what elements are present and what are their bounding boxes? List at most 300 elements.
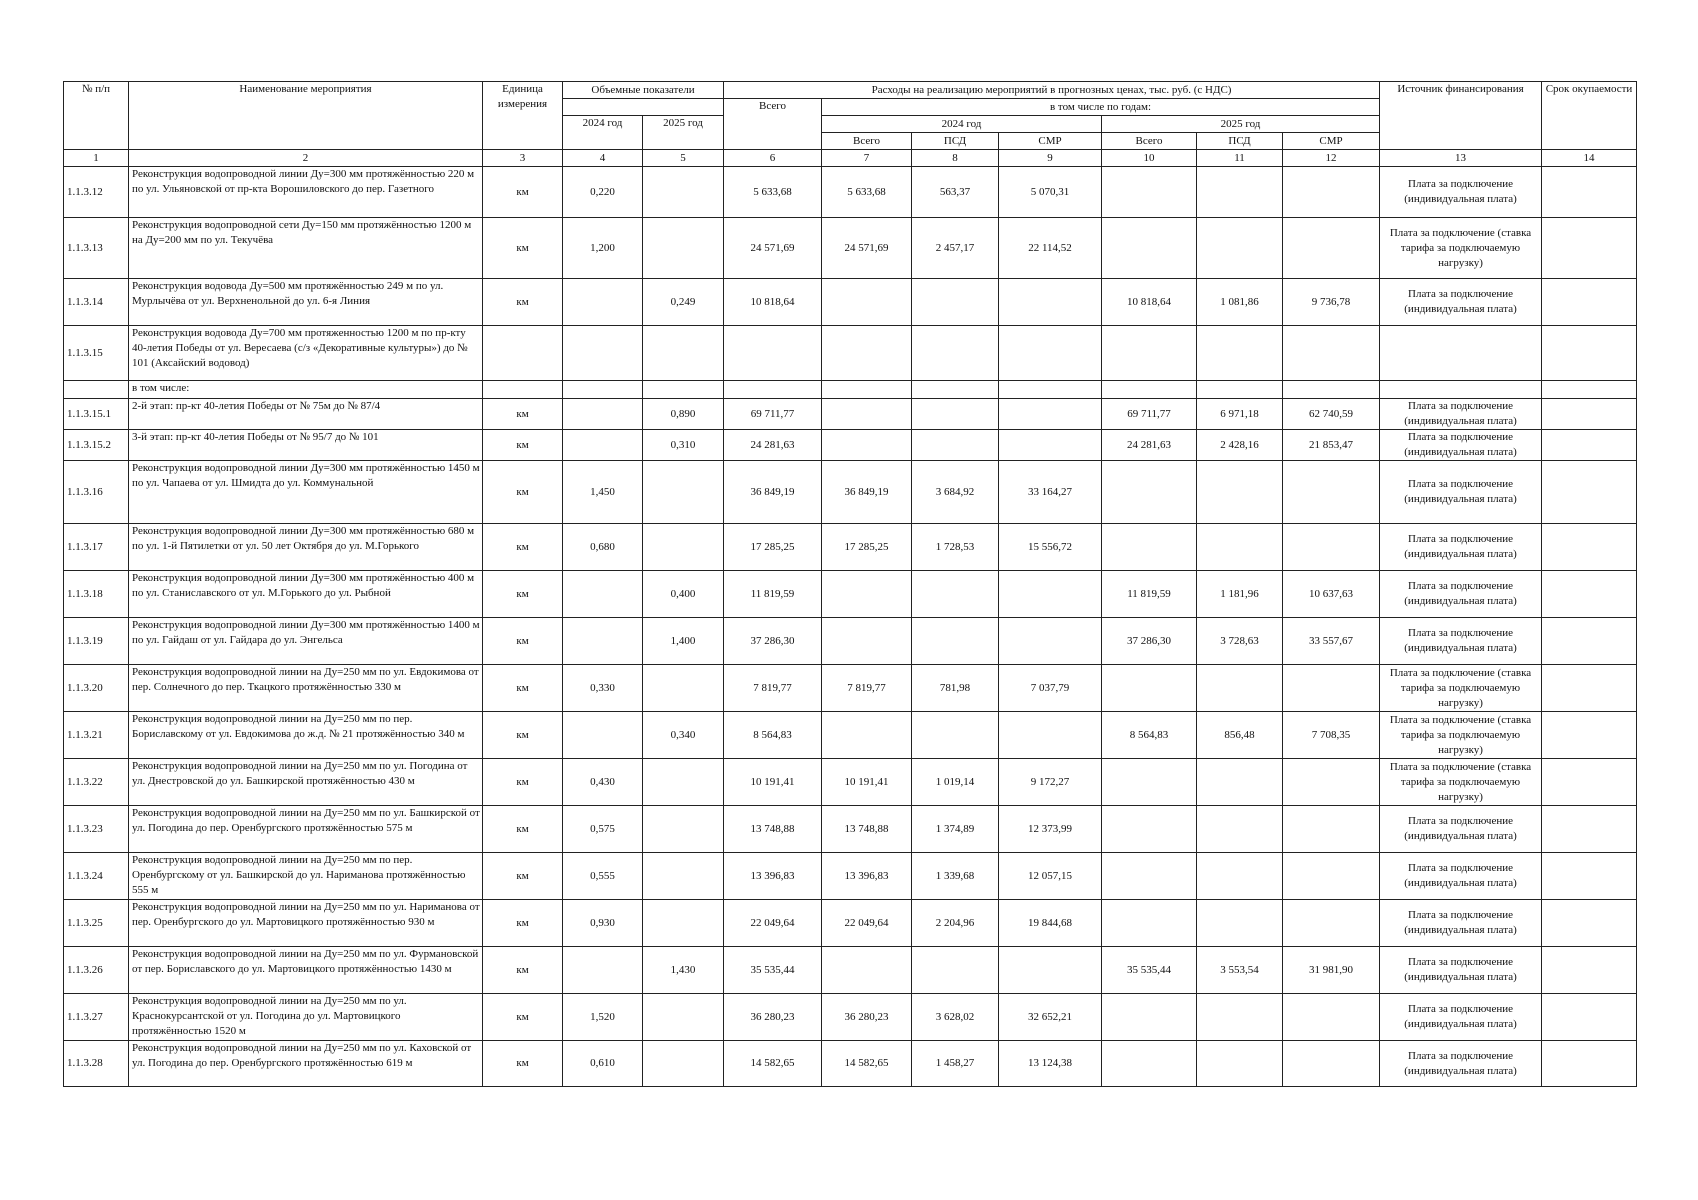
row-number: 1.1.3.18: [64, 571, 129, 618]
cost-2024-psd: [912, 712, 999, 759]
header-smr-2024: СМР: [999, 133, 1102, 150]
cost-2025-total: [1102, 381, 1197, 399]
cost-2024-smr: 12 057,15: [999, 853, 1102, 900]
column-number: 11: [1197, 150, 1283, 167]
cost-total: 35 535,44: [724, 947, 822, 994]
volume-2024: 0,680: [563, 524, 643, 571]
table-row: [64, 618, 1637, 665]
cost-2024-psd: [912, 618, 999, 665]
cost-2024-total: 10 191,41: [822, 759, 912, 806]
header-name: Наименование мероприятия: [129, 82, 483, 150]
cost-2025-psd: 856,48: [1197, 712, 1283, 759]
volume-2024: [563, 381, 643, 399]
row-number: 1.1.3.16: [64, 461, 129, 524]
measure-name: Реконструкция водопроводной линии на Ду=250 мм по ул. Погодина от ул. Днестровской до ул. Башкирской протяжённостью 430 м: [129, 759, 483, 806]
cost-2025-smr: 7 708,35: [1283, 712, 1380, 759]
cost-2025-total: 11 819,59: [1102, 571, 1197, 618]
row-number: 1.1.3.15.1: [64, 399, 129, 430]
payback-period: [1542, 806, 1637, 853]
column-number: 4: [563, 150, 643, 167]
cost-2024-smr: [999, 618, 1102, 665]
volume-2024: [563, 279, 643, 326]
cost-2024-smr: 5 070,31: [999, 167, 1102, 218]
column-number: 5: [643, 150, 724, 167]
cost-2025-total: [1102, 461, 1197, 524]
cost-2024-smr: 13 124,38: [999, 1041, 1102, 1087]
table-row: [64, 279, 1637, 326]
row-number: 1.1.3.26: [64, 947, 129, 994]
row-number: [64, 381, 129, 399]
cost-2024-total: 14 582,65: [822, 1041, 912, 1087]
cost-2024-psd: [912, 947, 999, 994]
payback-period: [1542, 430, 1637, 461]
cost-2024-total: [822, 381, 912, 399]
cost-2024-smr: [999, 947, 1102, 994]
measure-name: Реконструкция водопроводной линии Ду=300 мм протяжённостью 1450 м по ул. Чапаева от ул. Шмидта до ул. Коммунальной: [129, 461, 483, 524]
cost-2025-total: 24 281,63: [1102, 430, 1197, 461]
column-number: 12: [1283, 150, 1380, 167]
cost-2025-psd: 6 971,18: [1197, 399, 1283, 430]
cost-total: [724, 326, 822, 381]
row-number: 1.1.3.23: [64, 806, 129, 853]
measure-name: Реконструкция водовода Ду=500 мм протяжённостью 249 м по ул. Мурлычёва от ул. Верхненольной до ул. 6-я Линия: [129, 279, 483, 326]
volume-2025: 0,249: [643, 279, 724, 326]
volume-2024: [563, 947, 643, 994]
volume-2025: [643, 524, 724, 571]
cost-2025-total: [1102, 1041, 1197, 1087]
volume-2025: 0,310: [643, 430, 724, 461]
cost-2024-total: [822, 947, 912, 994]
cost-2024-total: [822, 279, 912, 326]
cost-2025-psd: 1 081,86: [1197, 279, 1283, 326]
column-number: 2: [129, 150, 483, 167]
cost-2025-total: [1102, 218, 1197, 279]
cost-2024-smr: 7 037,79: [999, 665, 1102, 712]
cost-2024-smr: 12 373,99: [999, 806, 1102, 853]
cost-2025-psd: [1197, 381, 1283, 399]
volume-2024: 0,610: [563, 1041, 643, 1087]
payback-period: [1542, 712, 1637, 759]
table-row: [64, 947, 1637, 994]
cost-2024-psd: [912, 381, 999, 399]
cost-2025-total: [1102, 665, 1197, 712]
cost-total: 22 049,64: [724, 900, 822, 947]
financing-source: Плата за подключение (индивидуальная плата): [1380, 994, 1542, 1041]
cost-2025-smr: [1283, 806, 1380, 853]
cost-2024-smr: 33 164,27: [999, 461, 1102, 524]
cost-2025-smr: 10 637,63: [1283, 571, 1380, 618]
cost-2025-psd: 1 181,96: [1197, 571, 1283, 618]
volume-2024: [563, 618, 643, 665]
payback-period: [1542, 218, 1637, 279]
volume-2024: 0,330: [563, 665, 643, 712]
cost-2024-psd: [912, 279, 999, 326]
payback-period: [1542, 279, 1637, 326]
table-row: [64, 759, 1637, 806]
payback-period: [1542, 900, 1637, 947]
measure-name: 2-й этап: пр-кт 40-летия Победы от № 75м до № 87/4: [129, 399, 483, 430]
financing-source: [1380, 381, 1542, 399]
volume-2025: 1,400: [643, 618, 724, 665]
cost-2024-smr: 15 556,72: [999, 524, 1102, 571]
cost-2024-smr: 19 844,68: [999, 900, 1102, 947]
measure-name: Реконструкция водопроводной линии на Ду=250 мм по ул. Краснокурсантской от ул. Погодина до ул. Мартовицкого протяжённостью 1520 м: [129, 994, 483, 1041]
cost-2025-psd: [1197, 853, 1283, 900]
header-smr-2025: СМР: [1283, 133, 1380, 150]
table-row: [64, 665, 1637, 712]
header-source: Источник финансирования: [1380, 82, 1542, 150]
column-number: 6: [724, 150, 822, 167]
cost-2025-psd: [1197, 167, 1283, 218]
cost-2025-psd: [1197, 665, 1283, 712]
financing-source: Плата за подключение (индивидуальная плата): [1380, 853, 1542, 900]
cost-2025-psd: [1197, 461, 1283, 524]
column-number: 1: [64, 150, 129, 167]
column-number: 13: [1380, 150, 1542, 167]
cost-2025-smr: [1283, 665, 1380, 712]
cost-2024-psd: [912, 430, 999, 461]
cost-2024-total: [822, 618, 912, 665]
row-number: 1.1.3.20: [64, 665, 129, 712]
table-body: [64, 82, 1637, 1087]
header-psd-2024: ПСД: [912, 133, 999, 150]
financing-source: Плата за подключение (ставка тарифа за подключаемую нагрузку): [1380, 712, 1542, 759]
measure-name: Реконструкция водопроводной сети Ду=150 мм протяжённостью 1200 м на Ду=200 мм по ул. Текучёва: [129, 218, 483, 279]
volume-2025: 0,400: [643, 571, 724, 618]
cost-2025-total: [1102, 759, 1197, 806]
measure-name: в том числе:: [129, 381, 483, 399]
financing-source: Плата за подключение (индивидуальная плата): [1380, 947, 1542, 994]
cost-total: [724, 381, 822, 399]
cost-2025-total: [1102, 524, 1197, 571]
cost-2024-psd: [912, 399, 999, 430]
table-row: [64, 326, 1637, 381]
volume-2024: [563, 399, 643, 430]
row-number: 1.1.3.17: [64, 524, 129, 571]
cost-total: 24 281,63: [724, 430, 822, 461]
cost-2024-psd: 1 458,27: [912, 1041, 999, 1087]
header-volume-spacer: [563, 99, 724, 116]
column-number: 14: [1542, 150, 1637, 167]
unit-cell: км: [483, 618, 563, 665]
financing-source: Плата за подключение (ставка тарифа за подключаемую нагрузку): [1380, 759, 1542, 806]
unit-cell: км: [483, 399, 563, 430]
header-by-years: в том числе по годам:: [822, 99, 1380, 116]
cost-2025-total: [1102, 167, 1197, 218]
unit-cell: км: [483, 994, 563, 1041]
cost-2024-psd: 2 204,96: [912, 900, 999, 947]
row-number: 1.1.3.22: [64, 759, 129, 806]
volume-2024: 0,555: [563, 853, 643, 900]
cost-2024-total: 7 819,77: [822, 665, 912, 712]
measure-name: 3-й этап: пр-кт 40-летия Победы от № 95/7 до № 101: [129, 430, 483, 461]
column-number: 9: [999, 150, 1102, 167]
financing-source: Плата за подключение (индивидуальная плата): [1380, 430, 1542, 461]
table-row: [64, 524, 1637, 571]
cost-2024-psd: 563,37: [912, 167, 999, 218]
cost-2024-psd: [912, 571, 999, 618]
cost-2025-total: 69 711,77: [1102, 399, 1197, 430]
financing-source: Плата за подключение (ставка тарифа за подключаемую нагрузку): [1380, 218, 1542, 279]
cost-2025-smr: 31 981,90: [1283, 947, 1380, 994]
column-number: 3: [483, 150, 563, 167]
cost-total: 5 633,68: [724, 167, 822, 218]
unit-cell: км: [483, 665, 563, 712]
cost-2024-total: 36 280,23: [822, 994, 912, 1041]
header-total-2025: Всего: [1102, 133, 1197, 150]
table-row: [64, 994, 1637, 1041]
volume-2025: [643, 806, 724, 853]
payback-period: [1542, 326, 1637, 381]
volume-2025: [643, 665, 724, 712]
cost-2024-smr: 22 114,52: [999, 218, 1102, 279]
cost-2024-total: 5 633,68: [822, 167, 912, 218]
payback-period: [1542, 399, 1637, 430]
cost-total: 10 191,41: [724, 759, 822, 806]
table-row: [64, 399, 1637, 430]
volume-2024: [563, 712, 643, 759]
financing-source: Плата за подключение (индивидуальная плата): [1380, 571, 1542, 618]
cost-total: 13 396,83: [724, 853, 822, 900]
column-number: 7: [822, 150, 912, 167]
cost-2024-psd: 1 374,89: [912, 806, 999, 853]
cost-2024-total: 17 285,25: [822, 524, 912, 571]
unit-cell: км: [483, 218, 563, 279]
column-number: 8: [912, 150, 999, 167]
cost-2025-smr: [1283, 900, 1380, 947]
cost-2024-psd: 781,98: [912, 665, 999, 712]
cost-2024-total: 13 396,83: [822, 853, 912, 900]
volume-2025: 0,890: [643, 399, 724, 430]
cost-2025-psd: [1197, 1041, 1283, 1087]
cost-2024-psd: 1 728,53: [912, 524, 999, 571]
cost-2025-psd: 3 553,54: [1197, 947, 1283, 994]
payback-period: [1542, 524, 1637, 571]
cost-2025-smr: [1283, 524, 1380, 571]
cost-2025-psd: [1197, 900, 1283, 947]
unit-cell: км: [483, 900, 563, 947]
payback-period: [1542, 665, 1637, 712]
cost-2025-smr: 33 557,67: [1283, 618, 1380, 665]
column-numbers-row: [64, 150, 1637, 167]
payback-period: [1542, 461, 1637, 524]
row-number: 1.1.3.13: [64, 218, 129, 279]
unit-cell: км: [483, 279, 563, 326]
financing-source: Плата за подключение (индивидуальная плата): [1380, 461, 1542, 524]
volume-2024: 1,520: [563, 994, 643, 1041]
financing-source: Плата за подключение (индивидуальная плата): [1380, 618, 1542, 665]
cost-2025-smr: [1283, 994, 1380, 1041]
cost-2024-psd: 1 339,68: [912, 853, 999, 900]
financing-source: Плата за подключение (индивидуальная плата): [1380, 167, 1542, 218]
unit-cell: км: [483, 759, 563, 806]
cost-2024-smr: [999, 381, 1102, 399]
unit-cell: [483, 381, 563, 399]
cost-2024-total: [822, 571, 912, 618]
measures-table: [63, 81, 1637, 1087]
cost-2024-smr: 32 652,21: [999, 994, 1102, 1041]
table-row: [64, 218, 1637, 279]
header-total-2024: Всего: [822, 133, 912, 150]
cost-2025-total: [1102, 900, 1197, 947]
cost-2025-smr: [1283, 853, 1380, 900]
unit-cell: км: [483, 1041, 563, 1087]
cost-total: 37 286,30: [724, 618, 822, 665]
unit-cell: км: [483, 712, 563, 759]
volume-2025: [643, 326, 724, 381]
cost-2024-total: [822, 399, 912, 430]
cost-total: 10 818,64: [724, 279, 822, 326]
cost-total: 14 582,65: [724, 1041, 822, 1087]
cost-2025-total: [1102, 853, 1197, 900]
volume-2025: [643, 461, 724, 524]
financing-source: Плата за подключение (индивидуальная плата): [1380, 279, 1542, 326]
volume-2025: 0,340: [643, 712, 724, 759]
payback-period: [1542, 618, 1637, 665]
measure-name: Реконструкция водопроводной линии на Ду=250 мм по ул. Башкирской от ул. Погодина до пер. Оренбургского протяжённостью 575 м: [129, 806, 483, 853]
payback-period: [1542, 759, 1637, 806]
row-number: 1.1.3.15.2: [64, 430, 129, 461]
cost-2025-smr: 21 853,47: [1283, 430, 1380, 461]
cost-2025-smr: [1283, 1041, 1380, 1087]
cost-2025-psd: [1197, 326, 1283, 381]
cost-2025-psd: [1197, 806, 1283, 853]
cost-2025-total: [1102, 994, 1197, 1041]
payback-period: [1542, 994, 1637, 1041]
cost-2025-psd: [1197, 759, 1283, 806]
cost-2025-smr: 9 736,78: [1283, 279, 1380, 326]
measure-name: Реконструкция водовода Ду=700 мм протяженностью 1200 м по пр-кту 40-летия Победы от ул. Вересаева (с/з «Декоративные культуры») до № 101 (Аксайский водовод): [129, 326, 483, 381]
measure-name: Реконструкция водопроводной линии на Ду=250 мм по ул. Евдокимова от пер. Солнечного до пер. Ткацкого протяжённостью 330 м: [129, 665, 483, 712]
measure-name: Реконструкция водопроводной линии на Ду=250 мм по ул. Каховской от ул. Погодина до пер. Оренбургского протяжённостью 619 м: [129, 1041, 483, 1087]
table-row: [64, 167, 1637, 218]
volume-2025: [643, 759, 724, 806]
unit-cell: км: [483, 461, 563, 524]
cost-2025-psd: [1197, 524, 1283, 571]
unit-cell: км: [483, 571, 563, 618]
volume-2024: 0,430: [563, 759, 643, 806]
cost-2025-smr: [1283, 461, 1380, 524]
cost-total: 36 849,19: [724, 461, 822, 524]
table-row: [64, 1041, 1637, 1087]
cost-total: 11 819,59: [724, 571, 822, 618]
volume-2024: 1,200: [563, 218, 643, 279]
table-row: [64, 461, 1637, 524]
cost-2024-psd: 3 628,02: [912, 994, 999, 1041]
cost-2024-smr: [999, 571, 1102, 618]
cost-2025-psd: [1197, 994, 1283, 1041]
cost-2025-total: [1102, 326, 1197, 381]
header-unit: Единица измерения: [483, 82, 563, 150]
header-payback: Срок окупаемости: [1542, 82, 1637, 150]
header-volume: Объемные показатели: [563, 82, 724, 99]
volume-2024: 0,575: [563, 806, 643, 853]
cost-2025-smr: [1283, 167, 1380, 218]
measure-name: Реконструкция водопроводной линии Ду=300 мм протяжённостью 1400 м по ул. Гайдаш от ул. Гайдара до ул. Энгельса: [129, 618, 483, 665]
financing-source: Плата за подключение (индивидуальная плата): [1380, 806, 1542, 853]
unit-cell: км: [483, 524, 563, 571]
payback-period: [1542, 1041, 1637, 1087]
financing-source: Плата за подключение (ставка тарифа за подключаемую нагрузку): [1380, 665, 1542, 712]
table-row: [64, 900, 1637, 947]
table-row: [64, 853, 1637, 900]
header-psd-2025: ПСД: [1197, 133, 1283, 150]
cost-total: 17 285,25: [724, 524, 822, 571]
cost-2024-total: [822, 326, 912, 381]
financing-source: Плата за подключение (индивидуальная плата): [1380, 1041, 1542, 1087]
row-number: 1.1.3.27: [64, 994, 129, 1041]
cost-2025-smr: [1283, 381, 1380, 399]
cost-2024-total: 22 049,64: [822, 900, 912, 947]
row-number: 1.1.3.25: [64, 900, 129, 947]
volume-2024: [563, 326, 643, 381]
header-vol-2024: 2024 год: [563, 116, 643, 150]
cost-2024-psd: 3 684,92: [912, 461, 999, 524]
cost-2025-total: 10 818,64: [1102, 279, 1197, 326]
cost-2025-smr: [1283, 759, 1380, 806]
cost-2024-total: 24 571,69: [822, 218, 912, 279]
cost-2025-psd: 3 728,63: [1197, 618, 1283, 665]
cost-2024-psd: [912, 326, 999, 381]
table-row: [64, 381, 1637, 399]
financing-source: Плата за подключение (индивидуальная плата): [1380, 900, 1542, 947]
volume-2025: [643, 218, 724, 279]
measure-name: Реконструкция водопроводной линии Ду=300 мм протяжённостью 220 м по ул. Ульяновской от пр-кта Ворошиловского до пер. Газетного: [129, 167, 483, 218]
table-row: [64, 806, 1637, 853]
cost-2025-total: 8 564,83: [1102, 712, 1197, 759]
cost-2024-total: [822, 430, 912, 461]
cost-total: 24 571,69: [724, 218, 822, 279]
cost-2025-psd: [1197, 218, 1283, 279]
header-total: Всего: [724, 99, 822, 150]
volume-2025: [643, 853, 724, 900]
measure-name: Реконструкция водопроводной линии на Ду=250 мм по пер. Бориславскому от ул. Евдокимова до ж.д. № 21 протяжённостью 340 м: [129, 712, 483, 759]
cost-2025-psd: 2 428,16: [1197, 430, 1283, 461]
unit-cell: [483, 326, 563, 381]
volume-2025: [643, 167, 724, 218]
cost-2025-smr: 62 740,59: [1283, 399, 1380, 430]
column-number: 10: [1102, 150, 1197, 167]
row-number: 1.1.3.14: [64, 279, 129, 326]
cost-2024-psd: 1 019,14: [912, 759, 999, 806]
cost-total: 13 748,88: [724, 806, 822, 853]
cost-2024-smr: [999, 399, 1102, 430]
unit-cell: км: [483, 853, 563, 900]
cost-total: 36 280,23: [724, 994, 822, 1041]
volume-2024: 1,450: [563, 461, 643, 524]
volume-2025: [643, 994, 724, 1041]
row-number: 1.1.3.28: [64, 1041, 129, 1087]
cost-2024-total: [822, 712, 912, 759]
table-row: [64, 430, 1637, 461]
cost-2024-smr: [999, 326, 1102, 381]
header-cost-2024: 2024 год: [822, 116, 1102, 133]
unit-cell: км: [483, 806, 563, 853]
row-number: 1.1.3.24: [64, 853, 129, 900]
measure-name: Реконструкция водопроводной линии на Ду=250 мм по ул. Нариманова от пер. Оренбургского до ул. Мартовицкого протяжённостью 930 м: [129, 900, 483, 947]
payback-period: [1542, 571, 1637, 618]
table-row: [64, 712, 1637, 759]
cost-2024-psd: 2 457,17: [912, 218, 999, 279]
cost-2024-smr: [999, 430, 1102, 461]
volume-2024: 0,220: [563, 167, 643, 218]
cost-2024-total: 36 849,19: [822, 461, 912, 524]
financing-source: Плата за подключение (индивидуальная плата): [1380, 399, 1542, 430]
unit-cell: км: [483, 167, 563, 218]
cost-total: 7 819,77: [724, 665, 822, 712]
volume-2025: [643, 900, 724, 947]
financing-source: [1380, 326, 1542, 381]
